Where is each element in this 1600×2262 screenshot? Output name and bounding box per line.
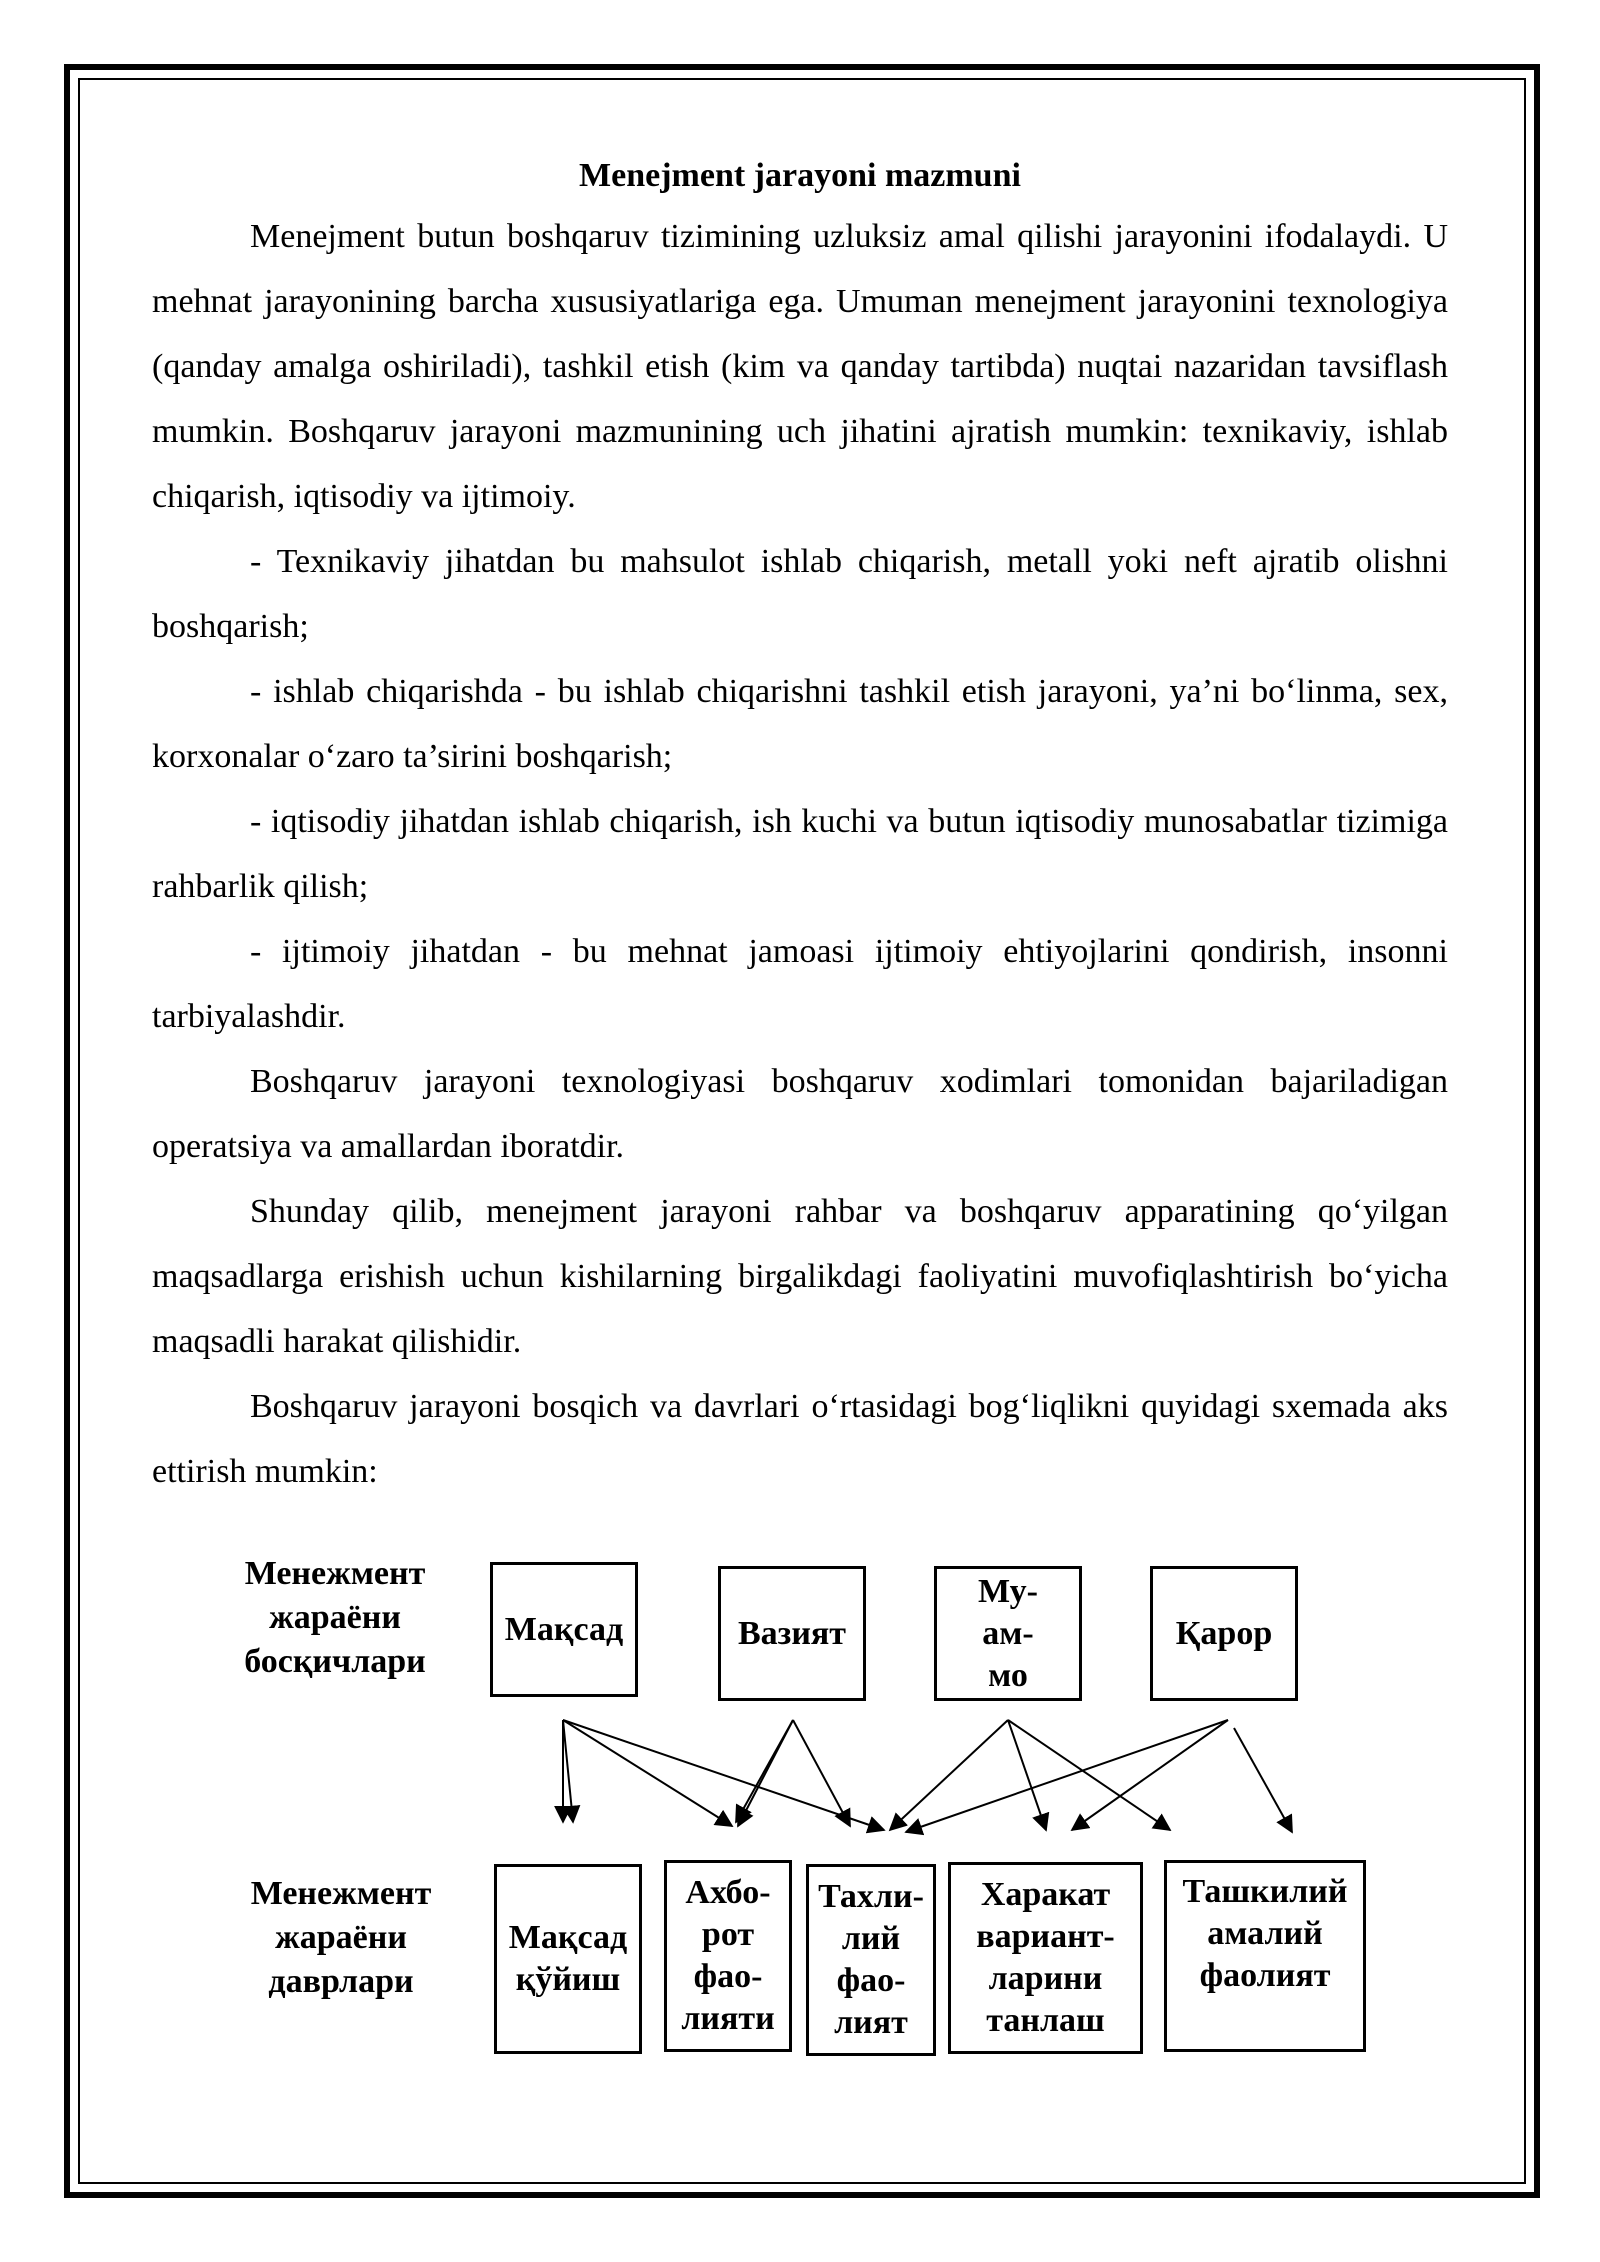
- arrow: [563, 1720, 732, 1826]
- period-box-organizational: Ташкилий амалий фаолият: [1164, 1860, 1366, 2052]
- stage-box-problem: Му- ам- мо: [934, 1566, 1082, 1701]
- stages-label: Менежмент жараёни босқичлари: [244, 1555, 426, 1680]
- period-box-analysis: Тахли- лий фао- лият: [806, 1864, 936, 2056]
- period-box-information: Ахбо- рот фао- лияти: [664, 1860, 792, 2052]
- arrow: [1072, 1720, 1228, 1830]
- arrow: [1234, 1728, 1292, 1832]
- period-box-action-choice: Харакат вариант- ларини танлаш: [948, 1862, 1143, 2054]
- stage-box-situation: Вазият: [718, 1566, 866, 1701]
- period-box-goal-setting: Мақсад қўйиш: [494, 1864, 642, 2054]
- paragraph-intro: Menejment butun boshqaruv tizimining uzluksiz amal qilishi jarayonini ifodalaydi. U mehnat jarayonining barcha xususiyatlariga ega. Umuman menejment jarayonini texnologiya (qanday amalga oshiriladi), tashkil etish (kim va qanday tartibda) nuqtai nazaridan tavsiflash mumkin. Boshqaruv jarayoni mazmunining uch jihatini ajratish mumkin: texnikaviy, ishlab chiqarish, iqtisodiy va ijtimoiy.: [152, 218, 1448, 515]
- arrow: [1008, 1720, 1170, 1830]
- paragraph-technical: - Texnikaviy jihatdan bu mahsulot ishlab chiqarish, metall yoki neft ajratib olishni boshqarish;: [152, 543, 1448, 645]
- arrow: [793, 1720, 850, 1826]
- periods-label: Менежмент жараёни даврлари: [250, 1875, 432, 2000]
- paragraph-production: - ishlab chiqarishda - bu ishlab chiqarishni tashkil etish jarayoni, ya’ni bo‘linma, sex, korxonalar o‘zaro ta’sirini boshqarish;: [152, 673, 1448, 775]
- paragraph-technology: Boshqaruv jarayoni texnologiyasi boshqaruv xodimlari tomonidan bajariladigan operatsiya va amallardan iboratdir.: [152, 1063, 1448, 1165]
- paragraph-conclusion: Shunday qilib, menejment jarayoni rahbar va boshqaruv apparatining qo‘yilgan maqsadlarga erishish uchun kishilarning birgalikdagi faoliyatini muvofiqlashtirish bo‘yicha maqsadli harakat qilishidir.: [152, 1193, 1448, 1360]
- stage-box-goal: Мақсад: [490, 1562, 638, 1697]
- stage-box-decision: Қарор: [1150, 1566, 1298, 1701]
- document-title: Menejment jarayoni mazmuni: [579, 157, 1021, 194]
- paragraph-economic: - iqtisodiy jihatdan ishlab chiqarish, ish kuchi va butun iqtisodiy munosabatlar tizimiga rahbarlik qilish;: [152, 803, 1448, 905]
- arrow: [563, 1720, 573, 1822]
- paragraph-diagram-intro: Boshqaruv jarayoni bosqich va davrlari o‘rtasidagi bog‘liqlikni quyidagi sxemada aks ettirish mumkin:: [152, 1388, 1448, 1490]
- arrow: [906, 1720, 1228, 1832]
- arrow: [563, 1720, 884, 1830]
- arrow: [736, 1720, 793, 1822]
- arrow: [890, 1720, 1008, 1830]
- arrow: [1008, 1720, 1046, 1830]
- paragraph-social: - ijtimoiy jihatdan - bu mehnat jamoasi ijtimoiy ehtiyojlarini qondirish, insonni tarbiyalashdir.: [152, 933, 1448, 1035]
